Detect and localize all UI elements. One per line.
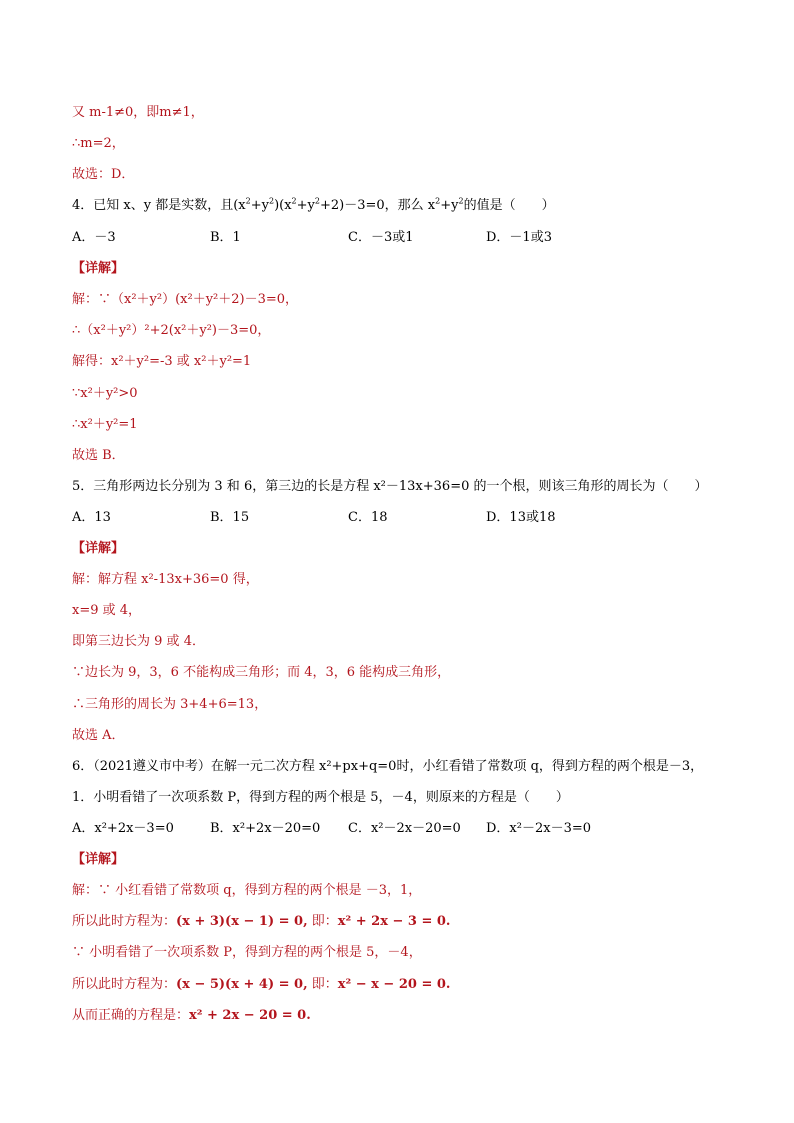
q6-solution-4: 所以此时方程为：(x − 5)(x + 4) = 0, 即：x² − x − 20 = 0. [72, 977, 451, 992]
q5-option-b: B．15 [210, 510, 250, 525]
q6-option-a: A．x²+2x－3=0 [72, 821, 174, 836]
q4-solution-2: ∴（x²＋y²）²+2(x²＋y²)－3=0， [72, 323, 271, 338]
q5-solution-1: 解：解方程 x²-13x+36=0 得， [72, 572, 259, 587]
q4-solution-1: 解：∵（x²＋y²）(x²＋y²＋2)－3=0， [72, 292, 299, 307]
q6-option-c: C．x²－2x－20=0 [348, 821, 461, 836]
q5-option-a: A．13 [72, 510, 111, 525]
q6-option-d: D．x²－2x－3=0 [486, 821, 592, 836]
q4-option-d: D．－1或3 [486, 230, 552, 245]
q6-solution-2: 所以此时方程为：(x + 3)(x − 1) = 0, 即：x² + 2x − 3 = 0. [72, 914, 451, 929]
q4-solution-4: ∵x²＋y²>0 [72, 386, 138, 401]
q5-detail-label: 【详解】 [72, 541, 125, 556]
q5-answer: 故选 A． [72, 728, 125, 743]
q4-stem: 4．已知 x、y 都是实数，且$(x^2+y^2)(x^2+y^2+2)-3=0$，那么 $x^2+y^2$的值是（ ） [72, 196, 555, 213]
q6-solution-3: ∵ 小明看错了一次项系数 P，得到方程的两个根是 5，－4， [72, 945, 422, 960]
q6-detail-label: 【详解】 [72, 852, 125, 867]
q6-option-b: B．x²+2x－20=0 [210, 821, 321, 836]
q5-solution-5: ∴三角形的周长为 3+4+6=13， [72, 697, 268, 712]
q5-solution-4: ∵边长为 9，3，6 不能构成三角形；而 4，3，6 能构成三角形， [72, 665, 451, 680]
q6-solution-5: 从而正确的方程是：x² + 2x − 20 = 0. [72, 1008, 311, 1023]
q4-solution-3: 解得：x²＋y²=-3 或 x²＋y²=1 [72, 354, 252, 369]
q5-solution-3: 即第三边长为 9 或 4． [72, 634, 205, 649]
q6-solution-1: 解：∵ 小红看错了常数项 q，得到方程的两个根是 －3，1， [72, 883, 422, 898]
q4-answer: 故选 B． [72, 448, 125, 463]
q4-detail-label: 【详解】 [72, 261, 125, 276]
q4-solution-5: ∴x²＋y²=1 [72, 417, 138, 432]
q4-option-a: A．－3 [72, 230, 116, 245]
q3-line-2: ∴m=2， [72, 136, 125, 151]
q5-option-d: D．13或18 [486, 510, 556, 525]
q5-solution-2: x=9 或 4， [72, 603, 142, 618]
q3-answer: 故选：D． [72, 167, 135, 182]
q5-stem: 5．三角形两边长分别为 3 和 6，第三边的长是方程 x²－13x+36=0 的一个根，则该三角形的周长为（ ） [72, 479, 708, 494]
q5-option-c: C．18 [348, 510, 388, 525]
q6-stem-2: 1．小明看错了一次项系数 P，得到方程的两个根是 5，－4，则原来的方程是（ ） [72, 790, 569, 805]
q3-line-1: 又 m-1≠0，即m≠1， [72, 105, 204, 120]
q6-stem-1: 6．（2021遵义市中考）在解一元二次方程 x²+px+q=0时，小红看错了常数项 q，得到方程的两个根是－3， [72, 759, 704, 774]
q4-option-b: B．1 [210, 230, 241, 245]
q4-option-c: C．－3或1 [348, 230, 414, 245]
